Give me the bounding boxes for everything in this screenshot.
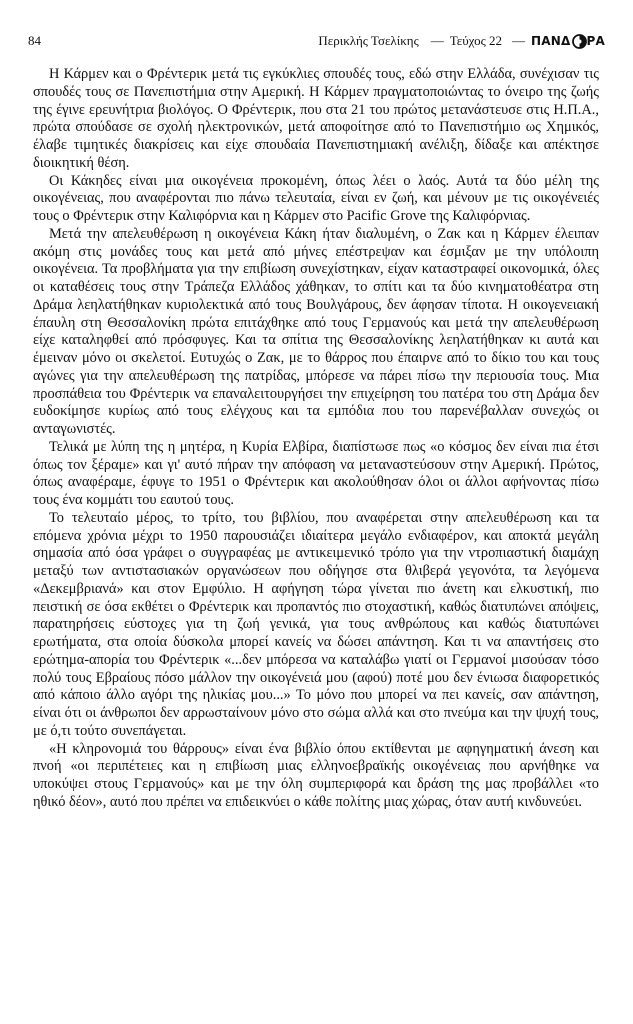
brand-suffix: ΡΑ — [586, 34, 605, 48]
header-dash: — — [430, 33, 444, 48]
circle-logo-icon — [572, 34, 587, 49]
running-head — [28, 30, 605, 52]
brand-prefix: ΠΑΝΔ — [531, 34, 571, 48]
paragraph: «Η κληρονομιά του θάρρους» είναι ένα βιβλίο όπου εκτίθενται με αφηγηματική άνεση και πνοή «οι περιπέτειες και η επιβίωση μιας ελληνοεβραϊκής οικογένειας που αρνήθηκε να υποκύψει στους Γερμανούς» και με την όλη συμπεριφορά και δράση της μας προβάλλει «το ηθικό δέον», αυτό που πρέπει να επιδεικνύει ο κάθε πολίτης μιας χώρας, όταν αυτή κινδυνεύει. — [33, 740, 599, 810]
header-dash-2: — — [512, 33, 526, 48]
paragraph: Τελικά με λύπη της η μητέρα, η Κυρία Ελβίρα, διαπίστωσε πως «ο κόσμος δεν είναι πια έτσι όπως τον ξέραμε» και γι' αυτό πήραν την απόφαση να μεταναστεύσουν στην Αμερική. Πρώτος, όπως αναφέραμε, έφυγε το 1951 ο Φρέντερικ και ακολούθησαν όλοι οι άλλοι αφήνοντας πίσω τους ένα κομμάτι του εαυτού τους. — [33, 438, 599, 508]
paragraph: Μετά την απελευθέρωση η οικογένεια Κάκη ήταν διαλυμένη, ο Ζακ και η Κάρμεν έλειπαν ακόμη στις μονάδες τους και μετά από μήνες επέστρεψαν και έσμιξαν με την υπόλοιπη οικογένεια. Τα προβλήματα για την επιβίωση συνεχίστηκαν, είχαν καταστραφεί οικονομικά, όλες οι καταθέσεις τους στην Τράπεζα Ελλάδος χάθηκαν, το σπίτι και τα δύο κινηματοθέατρα στη Δράμα λεηλατήθηκαν κυριολεκτικά από τους Βουλγάρους, δεν άφησαν τίποτα. Η οικογενειακή έπαυλη στη Θεσσαλονίκη πρώτα επιτάχθηκε από τους Γερμανούς και μετά την απελευθέρωση είχε καταληφθεί από πρόσφυγες. Και τα σπίτια της Θεσσαλονίκης λεηλατήθηκαν κι αυτά και έμειναν μόνο οι σκελετοί. Ευτυχώς ο Ζακ, με το θάρρος που έπαιρνε από το δίκιο του και τους αγώνες για την απελευθέρωση της πατρίδας, μπόρεσε να πάρει πίσω την περιουσία τους. Μια προσπάθεια του Φρέντερικ να επαναλειτουργήσει την επιχείρηση του πατέρα του στη Δράμα δεν ευδοκίμησε κυρίως από τους ελέγχους και τα εμπόδια που του παρενέβαλλαν συνεχώς οι ανταγωνιστές. — [33, 225, 599, 437]
header-issue: Τεύχος 22 — [449, 33, 503, 48]
magazine-logo — [531, 30, 605, 52]
article-body — [33, 66, 599, 812]
page-number: 84 — [28, 33, 41, 48]
header-author: Περικλής Τσελίκης — [318, 33, 419, 48]
paragraph: Οι Κάκηδες είναι μια οικογένεια προκομένη, όπως λέει ο λαός. Αυτά τα δύο μέλη της οικογένειας, που αναφέρονται πιο πάνω τελευταία, είναι εν ζωή, και μένουν με τις οικογένειές τους ο Φρέντερικ στην Καλιφόρνια και η Κάρμεν στο Pacific Grove της Καλιφόρνιας. — [33, 172, 599, 224]
paragraph: Η Κάρμεν και ο Φρέντερικ μετά τις εγκύκλιες σπουδές τους, εδώ στην Ελλάδα, συνέχισαν τις σπουδές τους σε Πανεπιστήμια στην Αμερική. Η Κάρμεν πραγματοποιώντας το όνειρο της ζωής της έγινε ερευνήτρια βιολόγος. Ο Φρέντερικ, που στα 21 του πρώτος μετανάστευσε στις Η.Π.Α., πρώτα σπούδασε σε σχολή ηλεκτρονικών, μετά αποφοίτησε από το Πανεπιστήμιο ως Χημικός, έλαβε τιμητικές διακρίσεις και είχε σπουδαία Πανεπιστημιακή ανέλιξη, δίδαξε και απέκτησε διοικητική θέση. — [33, 66, 599, 171]
paragraph: Το τελευταίο μέρος, το τρίτο, του βιβλίου, που αναφέρεται στην απελευθέρωση και τα επόμενα χρόνια μέχρι το 1950 παρουσιάζει ιδιαίτερα μεγάλο ενδιαφέρον, και αποκτά μεγάλη σημασία από όσα γράφει ο συγγραφέας με αντικειμενικό τρόπο για την ντροπιαστική διαμάχη μεταξύ των αντιστασιακών οργανώσεων που οδήγησε στα θλιβερά γεγονότα, τα λεγόμενα «Δεκεμβριανά» και στον Εμφύλιο. Η αφήγηση τώρα γίνεται πιο άνετη και ελκυστική, πιο πειστική σε όσα εκθέτει ο Φρέντερικ και προπαντός πιο στοχαστική, καθώς διατυπώνει απόψεις, παρατηρήσεις εύστοχες για τη ζωή γενικά, για τους ανθρώπους και καθώς διατυπώνει ερωτήματα, στα οποία δύσκολα μπορεί κανείς να δώσει απάντηση. Και τι να απαντήσεις στο ερώτημα-απορία του Φρέντερικ «...δεν μπόρεσα να καταλάβω γιατί οι Γερμανοί μισούσαν τόσο πολύ τους Εβραίους πόσο μάλλον την οικογένειά μου (αφού) ποτέ μου δεν ένιωσα διαφορετικός από κάποιο άλλο αγόρι της ηλικίας μου...» Το μόνο που μπορεί να πει κανείς, σαν απάντηση, είναι ότι οι άνθρωποι δεν αρρωσταίνουν μόνο στο σώμα αλλά και στο πνεύμα και την ψυχή τους, με ό,τι τούτο συνεπάγεται. — [33, 509, 599, 739]
header-right — [318, 30, 605, 52]
